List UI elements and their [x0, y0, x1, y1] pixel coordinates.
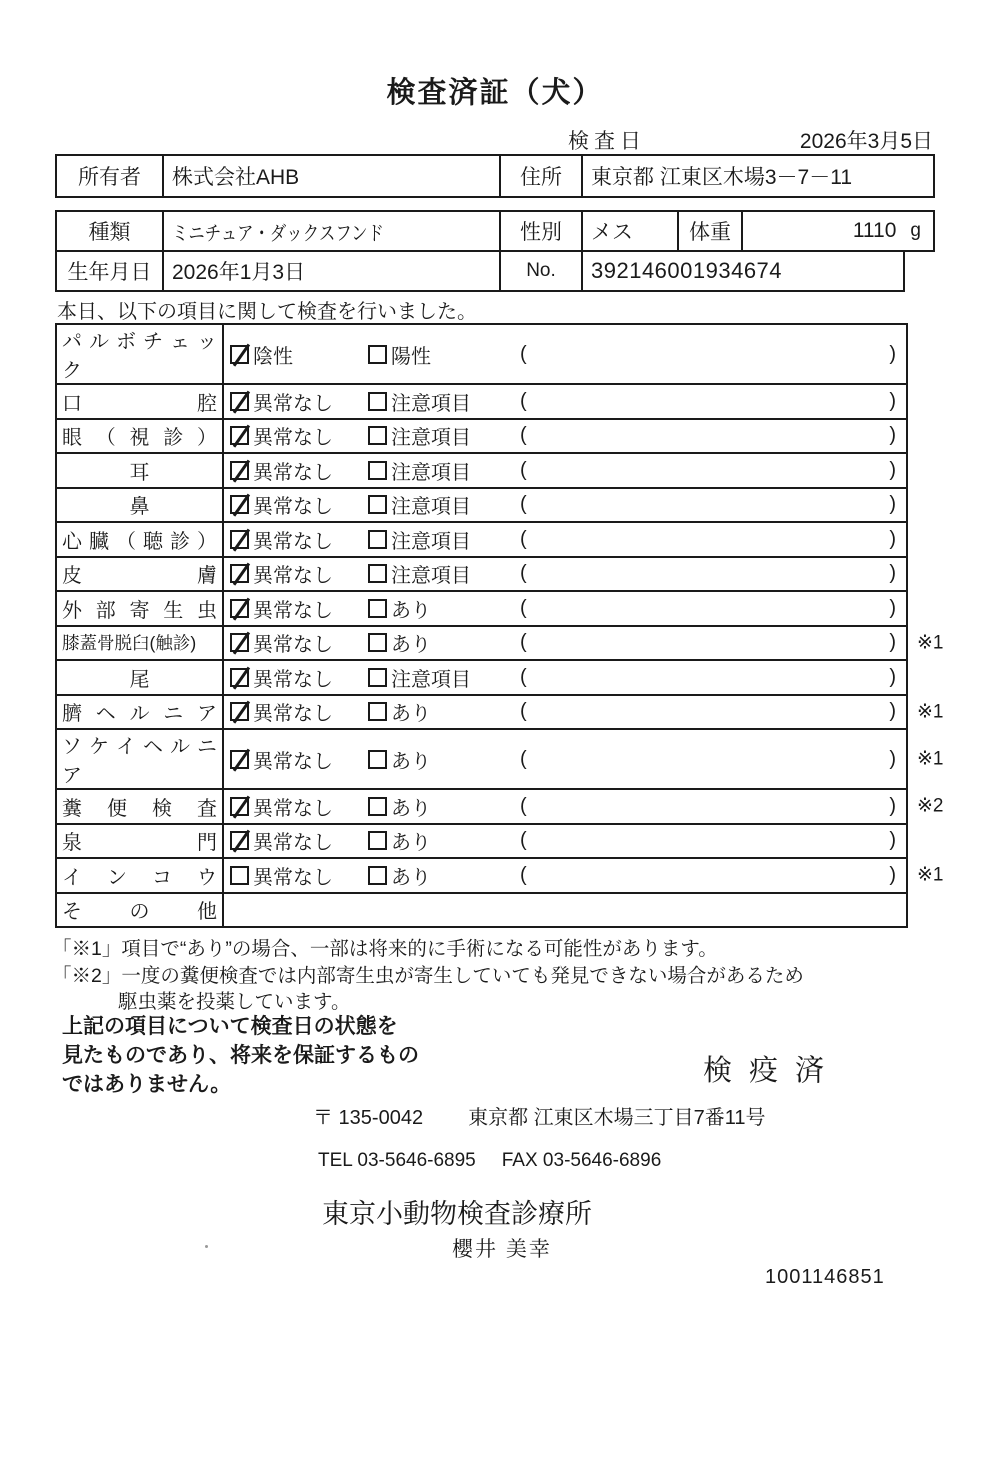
- checkbox-empty-icon[interactable]: [368, 831, 387, 850]
- exam-option: [368, 387, 520, 416]
- disclaimer-line-3: ではありません。: [62, 1073, 232, 1096]
- exam-item-label-text: 鼻: [129, 496, 150, 519]
- result-paren-open: (: [520, 562, 527, 585]
- checkbox-checked-icon[interactable]: [230, 564, 249, 583]
- exam-item-label: [57, 420, 224, 453]
- exam-option: [230, 525, 368, 554]
- exam-item-label: [57, 385, 224, 418]
- birthdate-label: 生年月日: [67, 261, 152, 284]
- exam-item-options: [224, 661, 906, 694]
- exam-option-label: あり: [391, 832, 431, 855]
- weight-label: 体重: [677, 212, 741, 250]
- exam-option-label: 異常なし: [253, 565, 333, 588]
- exam-option-label: あり: [391, 703, 431, 726]
- exam-item-label: [57, 592, 224, 625]
- exam-table-row: [57, 857, 944, 892]
- exam-option: [368, 525, 520, 554]
- exam-option: [368, 490, 520, 519]
- exam-option: [230, 490, 368, 519]
- exam-option-label: 異常なし: [253, 797, 333, 820]
- exam-item-label-text: 尾: [129, 668, 150, 691]
- result-paren-close: ): [889, 562, 896, 585]
- checkbox-empty-icon[interactable]: [368, 797, 387, 816]
- breed-value: ミニチュア・ダックスフンド: [162, 212, 499, 250]
- exam-option: [230, 340, 368, 369]
- intro-text: 本日、以下の項目に関して検査を行いました。: [57, 301, 477, 323]
- exam-option: [368, 697, 520, 726]
- clinic-postal-line: [313, 1101, 766, 1130]
- exam-item-label-text: 膝蓋骨脱臼(触診): [62, 633, 197, 654]
- exam-item-options: [224, 489, 906, 522]
- exam-option-label: 陽性: [391, 345, 431, 368]
- exam-table-row: [57, 521, 906, 556]
- birthdate-value: 2026年1月3日: [162, 252, 499, 290]
- result-paren-open: (: [520, 596, 527, 619]
- result-paren-close: ): [889, 665, 896, 688]
- clinic-postal-code: 〒 135-0042: [313, 1107, 424, 1129]
- exam-item-label: [57, 790, 224, 823]
- exam-item-label-text: 臍 ヘ ル ニ ア: [62, 703, 217, 726]
- checkbox-checked-icon[interactable]: [230, 461, 249, 480]
- exam-item-label-text: 眼 （ 視 診 ）: [62, 427, 217, 450]
- exam-option: [230, 745, 368, 774]
- exam-table-row: [57, 823, 906, 858]
- result-paren-open: (: [520, 863, 527, 886]
- checkbox-checked-icon[interactable]: [230, 345, 249, 364]
- checkbox-empty-icon[interactable]: [368, 530, 387, 549]
- exam-option: [368, 594, 520, 623]
- exam-table-row: [57, 659, 906, 694]
- exam-option: [368, 826, 520, 855]
- exam-option: [368, 456, 520, 485]
- exam-table-row: [57, 383, 906, 418]
- checkbox-empty-icon[interactable]: [368, 702, 387, 721]
- checkbox-empty-icon[interactable]: [368, 564, 387, 583]
- exam-item-options: [224, 790, 906, 823]
- breed-label: 種類: [88, 221, 131, 244]
- exam-item-options: [224, 627, 906, 660]
- exam-option: [230, 559, 368, 588]
- exam-option-label: あり: [391, 797, 431, 820]
- result-paren-close: ): [889, 342, 896, 365]
- clinic-name: 東京小動物検査診療所: [322, 1199, 592, 1229]
- exam-option-label: あり: [391, 866, 431, 889]
- result-paren-open: (: [520, 747, 527, 770]
- id-number-label: No.: [499, 252, 581, 290]
- checkbox-checked-icon[interactable]: [230, 599, 249, 618]
- result-paren-close: ): [889, 389, 896, 412]
- exam-item-label: [57, 325, 224, 383]
- quarantine-passed-stamp: 検疫済: [703, 1055, 842, 1087]
- checkbox-checked-icon[interactable]: [230, 495, 249, 514]
- exam-option: [230, 697, 368, 726]
- exam-item-options: [224, 592, 906, 625]
- owner-label: 所有者: [78, 166, 141, 189]
- exam-option-label: 異常なし: [253, 392, 333, 415]
- exam-option-label: あり: [391, 634, 431, 657]
- checkbox-checked-icon[interactable]: [230, 530, 249, 549]
- exam-option-label: 異常なし: [253, 703, 333, 726]
- exam-item-options: [224, 696, 906, 729]
- result-paren-close: ): [889, 700, 896, 723]
- result-paren-close: ): [889, 829, 896, 852]
- exam-option-label: あり: [391, 599, 431, 622]
- result-paren-open: (: [520, 389, 527, 412]
- exam-option-label: 陰性: [253, 345, 293, 368]
- checkbox-checked-icon[interactable]: [230, 702, 249, 721]
- result-paren-close: ): [889, 458, 896, 481]
- exam-option-label: 注意項目: [391, 530, 471, 553]
- exam-table-row: [57, 418, 906, 453]
- result-paren-close: ): [889, 493, 896, 516]
- exam-option-label: 注意項目: [391, 565, 471, 588]
- checkbox-empty-icon[interactable]: [368, 461, 387, 480]
- checkbox-checked-icon[interactable]: [230, 831, 249, 850]
- exam-option-label: 異常なし: [253, 496, 333, 519]
- sex-value: メス: [581, 212, 677, 250]
- inspection-date-value: 2026年3月5日: [799, 130, 933, 153]
- checkbox-empty-icon[interactable]: [368, 345, 387, 364]
- page-title: 検査済証（犬）: [386, 77, 604, 109]
- pet-table-row-2: [55, 250, 905, 292]
- checkbox-checked-icon[interactable]: [230, 633, 249, 652]
- checkbox-empty-icon[interactable]: [368, 426, 387, 445]
- result-paren-open: (: [520, 342, 527, 365]
- exam-item-options: [224, 558, 906, 591]
- clinic-telfax-line: [318, 1150, 661, 1172]
- result-paren-close: ): [889, 527, 896, 550]
- result-paren-close: ): [889, 424, 896, 447]
- exam-option-label: 異常なし: [253, 427, 333, 450]
- checkbox-empty-icon[interactable]: [368, 633, 387, 652]
- exam-table-row: [57, 788, 944, 823]
- exam-table-row: [57, 892, 906, 927]
- checkbox-empty-icon[interactable]: [368, 668, 387, 687]
- veterinarian-name: 櫻井 美幸: [452, 1238, 552, 1261]
- clinic-fax: FAX 03-5646-6896: [501, 1150, 662, 1171]
- exam-option: [368, 792, 520, 821]
- exam-item-label-text: 外 部 寄 生 虫: [62, 599, 217, 622]
- checkbox-empty-icon[interactable]: [230, 866, 249, 885]
- disclaimer-text: [62, 1012, 419, 1099]
- exam-option: [230, 663, 368, 692]
- exam-option-label: 異常なし: [253, 461, 333, 484]
- exam-table-row: [57, 452, 906, 487]
- exam-option-label: 異常なし: [253, 634, 333, 657]
- exam-item-label-text: そ の 他: [62, 901, 217, 924]
- serial-number: 1001146851: [765, 1266, 885, 1288]
- checkbox-checked-icon[interactable]: [230, 392, 249, 411]
- disclaimer-line-1: 上記の項目について検査日の状態を: [62, 1015, 398, 1038]
- exam-item-label: [57, 730, 224, 788]
- checkbox-empty-icon[interactable]: [368, 599, 387, 618]
- checkbox-empty-icon[interactable]: [368, 750, 387, 769]
- checkbox-empty-icon[interactable]: [368, 866, 387, 885]
- exam-item-label-text: 泉 門: [62, 832, 217, 855]
- scan-speck: [205, 1245, 208, 1248]
- result-paren-open: (: [520, 424, 527, 447]
- result-paren-open: (: [520, 700, 527, 723]
- result-paren-close: ): [889, 747, 896, 770]
- footnote-2-continued: 駆虫薬を投薬しています。: [118, 991, 351, 1013]
- exam-option: [368, 861, 520, 890]
- result-paren-close: ): [889, 794, 896, 817]
- exam-option: [230, 861, 368, 890]
- exam-item-label-text: 糞 便 検 査: [62, 797, 217, 820]
- address-label: 住所: [499, 156, 581, 196]
- exam-table-row: [57, 590, 906, 625]
- exam-option: [368, 559, 520, 588]
- checkbox-checked-icon[interactable]: [230, 797, 249, 816]
- exam-option-label: 異常なし: [253, 866, 333, 889]
- exam-option-label: 異常なし: [253, 750, 333, 773]
- weight-number: 1110: [852, 219, 897, 242]
- result-paren-open: (: [520, 665, 527, 688]
- exam-item-label: [57, 859, 224, 892]
- exam-item-options: [224, 730, 906, 788]
- result-paren-close: ): [889, 596, 896, 619]
- disclaimer-line-2: 見たものであり、将来を保証するもの: [62, 1044, 419, 1067]
- exam-option: [368, 663, 520, 692]
- checkbox-empty-icon[interactable]: [368, 495, 387, 514]
- footnote-2: 「※2」一度の糞便検査では内部寄生虫が寄生していても発見できない場合があるため: [52, 965, 804, 987]
- exam-option-label: 注意項目: [391, 392, 471, 415]
- checkbox-empty-icon[interactable]: [368, 392, 387, 411]
- result-paren-close: ): [889, 631, 896, 654]
- exam-option: [230, 456, 368, 485]
- result-paren-open: (: [520, 794, 527, 817]
- result-paren-open: (: [520, 631, 527, 654]
- exam-item-label-text: ソ ケ イ ヘ ル ニ ア: [62, 736, 217, 787]
- id-number-value: 392146001934674: [581, 252, 903, 290]
- exam-option: [230, 594, 368, 623]
- exam-option-label: 異常なし: [253, 599, 333, 622]
- exam-option: [368, 745, 520, 774]
- exam-table-row: [57, 556, 906, 591]
- exam-item-label: [57, 454, 224, 487]
- exam-item-options: [224, 894, 906, 927]
- weight-value: [741, 212, 933, 250]
- sex-label: 性別: [499, 212, 581, 250]
- clinic-tel: TEL 03-5646-6895: [318, 1150, 476, 1171]
- exam-item-label-text: イ ン コ ウ: [62, 866, 217, 889]
- exam-option: [230, 628, 368, 657]
- exam-item-options: [224, 859, 906, 892]
- exam-item-label: [57, 523, 224, 556]
- exam-item-options: [224, 825, 906, 858]
- exam-table-row: [57, 694, 944, 729]
- exam-item-label: [57, 558, 224, 591]
- exam-table-row: [57, 325, 906, 383]
- result-paren-open: (: [520, 829, 527, 852]
- exam-table-row: [57, 487, 906, 522]
- owner-table: [55, 154, 935, 198]
- exam-item-label-text: パ ル ボ チ ェ ッ ク: [62, 331, 217, 382]
- checkbox-checked-icon[interactable]: [230, 426, 249, 445]
- exam-option: [368, 340, 520, 369]
- pet-table-row-1: [55, 210, 935, 252]
- exam-option-label: 注意項目: [391, 668, 471, 691]
- exam-item-label: [57, 696, 224, 729]
- result-paren-open: (: [520, 527, 527, 550]
- result-paren-close: ): [889, 863, 896, 886]
- exam-item-options: [224, 420, 906, 453]
- footnote-1: 「※1」項目で“あり”の場合、一部は将来的に手術になる可能性があります。: [52, 938, 718, 960]
- exam-item-label: [57, 661, 224, 694]
- exam-row-note: ※1: [917, 632, 944, 654]
- exam-option-label: 異常なし: [253, 530, 333, 553]
- exam-option-label: 異常なし: [253, 832, 333, 855]
- exam-item-options: [224, 454, 906, 487]
- clinic-address: 東京都 江東区木場三丁目7番11号: [468, 1107, 766, 1129]
- exam-option-label: 注意項目: [391, 427, 471, 450]
- exam-option-label: 注意項目: [391, 461, 471, 484]
- owner-value: 株式会社AHB: [162, 156, 499, 196]
- exam-option: [230, 421, 368, 450]
- exam-item-label-text: 皮 膚: [62, 565, 217, 588]
- exam-row-note: ※1: [917, 748, 944, 770]
- exam-item-label-text: 心 臓 （ 聴 診 ）: [62, 530, 217, 553]
- exam-row-note: ※2: [917, 795, 944, 817]
- exam-item-label: [57, 489, 224, 522]
- exam-row-note: ※1: [917, 701, 944, 723]
- exam-item-label: [57, 894, 224, 927]
- exam-option-label: 異常なし: [253, 668, 333, 691]
- exam-item-label: [57, 825, 224, 858]
- exam-item-label: [57, 627, 224, 660]
- exam-option: [230, 792, 368, 821]
- exam-option: [368, 421, 520, 450]
- weight-unit: g: [910, 220, 921, 241]
- checkbox-checked-icon[interactable]: [230, 750, 249, 769]
- exam-item-options: [224, 325, 906, 383]
- exam-item-options: [224, 385, 906, 418]
- exam-item-options: [224, 523, 906, 556]
- exam-option: [368, 628, 520, 657]
- address-value: 東京都 江東区木場3－7－11: [581, 156, 933, 196]
- exam-table-row: [57, 625, 944, 660]
- exam-option: [230, 826, 368, 855]
- exam-item-label-text: 耳: [129, 461, 150, 484]
- checkbox-checked-icon[interactable]: [230, 668, 249, 687]
- exam-row-note: ※1: [917, 864, 944, 886]
- exam-item-label-text: 口 腔: [62, 392, 217, 415]
- exam-option-label: 注意項目: [391, 496, 471, 519]
- exam-option-label: あり: [391, 750, 431, 773]
- exam-table-row: [57, 728, 944, 788]
- exam-option: [230, 387, 368, 416]
- result-paren-open: (: [520, 458, 527, 481]
- exam-table: [55, 323, 944, 928]
- result-paren-open: (: [520, 493, 527, 516]
- inspection-date-label: 検査日: [568, 130, 646, 153]
